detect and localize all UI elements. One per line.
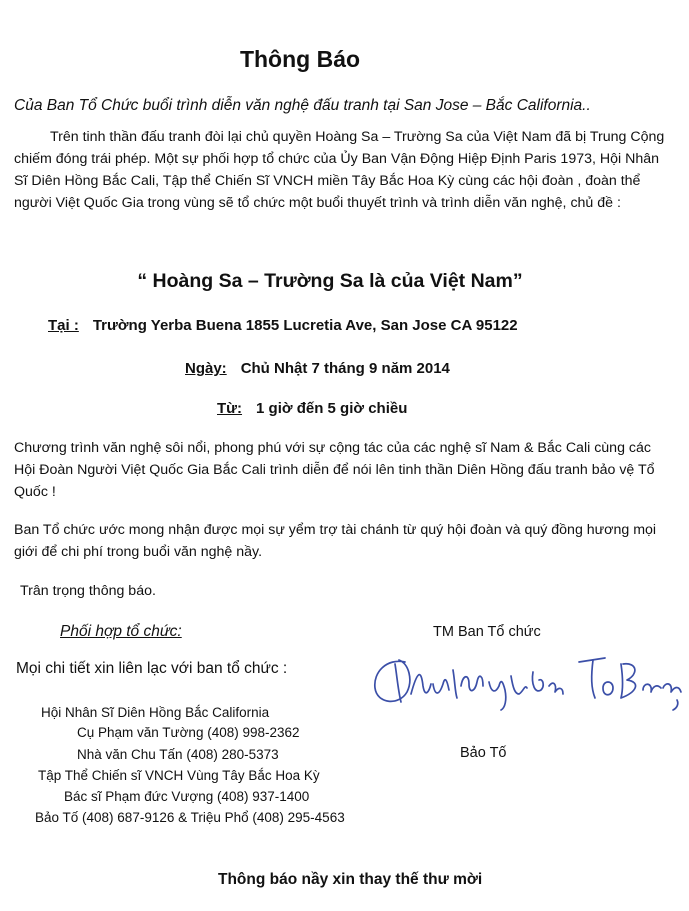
signer-name: Bảo Tố (460, 745, 507, 761)
time-line (217, 400, 407, 417)
venue-line (48, 317, 518, 334)
contact-line: Cụ Phạm văn Tường (408) 998-2362 (77, 725, 300, 740)
contact-line: Bảo Tố (408) 687-9126 & Triệu Phổ (408) 295-4563 (35, 810, 345, 825)
footer-note: Thông báo nầy xin thay thế thư mời (218, 871, 483, 888)
time-label: Từ: (217, 400, 243, 417)
contact-line: Nhà văn Chu Tấn (408) 280-5373 (77, 747, 279, 762)
greeting: Trân trọng thông báo. (20, 583, 156, 599)
date-line (185, 360, 450, 377)
program-paragraph: Chương trình văn nghệ sôi nổi, phong phú với sự cộng tác của các nghệ sĩ Nam & Bắc Cali cùng các Hội Đoàn Người Việt Quốc Gia Bắc Cali trình diễn để nói lên tinh thần Diên Hồng đấu tranh bảo vệ Tổ Quốc ! (14, 440, 655, 500)
notice-subtitle: Của Ban Tổ Chức buổi trình diễn văn nghệ đấu tranh tại San Jose – Bắc California.. (14, 97, 591, 114)
notice-title: Thông Báo (239, 46, 361, 72)
date-value: Chủ Nhật 7 tháng 9 năm 2014 (240, 360, 450, 377)
handwritten-signature (365, 642, 685, 717)
time-value: 1 giờ đến 5 giờ chiều (256, 400, 408, 417)
tm-label: TM Ban Tổ chức (433, 624, 541, 640)
venue-value: Trường Yerba Buena 1855 Lucretia Ave, San Jose CA 95122 (92, 317, 518, 334)
contact-line: Tập Thể Chiến sĩ VNCH Vùng Tây Bắc Hoa Kỳ (38, 768, 320, 783)
date-label: Ngày: (185, 360, 227, 377)
event-headline: “ Hoàng Sa – Trường Sa là của Việt Nam” (137, 270, 523, 292)
intro-paragraph: Trên tinh thần đấu tranh đòi lại chủ quyền Hoàng Sa – Trường Sa của Việt Nam đã bị Trung Cộng chiếm đóng trái phép. Một sự phối hợp tổ chức của Ủy Ban Vận Động Hiệp Định Paris 1973, Hội Nhân Sĩ Diên Hồng Bắc Cali, Tập thể Chiến Sĩ VNCH miền Tây Bắc Hoa Kỳ cùng các hội đoàn , đoàn thể người Việt Quốc Gia trong vùng sẽ tổ chức một buổi thuyết trình và trình diễn văn nghệ, chủ đề : (14, 129, 665, 211)
support-paragraph: Ban Tổ chức ước mong nhận được mọi sự yểm trợ tài chánh từ quý hội đoàn và quý đồng hương mọi giới để chi phí trong buổi văn nghệ nầy. (14, 522, 657, 560)
contact-line: Hội Nhân Sĩ Diên Hồng Bắc California (41, 705, 270, 720)
coordination-label: Phối hợp tổ chức: (60, 623, 182, 640)
contact-intro: Mọi chi tiết xin liên lạc với ban tổ chức : (16, 660, 288, 677)
contact-line: Bác sĩ Phạm đức Vượng (408) 937-1400 (64, 789, 310, 804)
venue-label: Tại : (48, 317, 79, 334)
